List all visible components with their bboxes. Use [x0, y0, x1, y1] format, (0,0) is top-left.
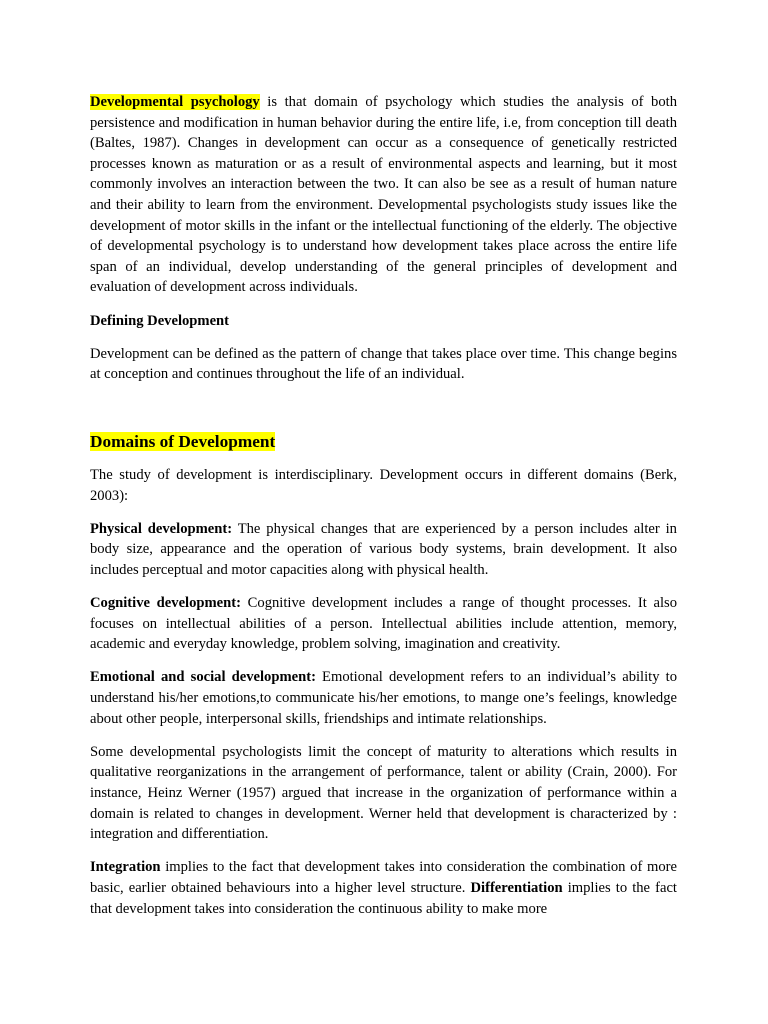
cognitive-development-paragraph [90, 593, 677, 655]
domains-heading-text: Domains of Development [90, 431, 276, 451]
intro-paragraph [90, 92, 677, 298]
physical-development-paragraph [90, 519, 677, 581]
emotional-development-label: Emotional and social development: [90, 669, 316, 686]
domains-heading [90, 431, 677, 453]
domains-intro-paragraph: The study of development is interdisciplinary. Development occurs in different domains (Berk, 2003): [90, 466, 677, 504]
physical-development-label: Physical development: [90, 520, 233, 537]
intro-paragraph-text: is that domain of psychology which studies the analysis of both persistence and modification in human behavior during the entire life, i.e, from conception till death (Baltes, 1987). Changes in development can occur as a consequence of genetically restricted processes known as maturation or as a result of environmental aspects and learning, but it most commonly involves an interaction between the two. It can also be see as a result of human nature and their ability to learn from the environment. Developmental psychologists study issues like the development of motor skills in the infant or the intellectual functioning of the elderly. The objective of developmental psychology is to understand how development takes place across the entire life span of an individual, develop understanding of the general principles of development and evaluation of development across individuals. [90, 94, 677, 296]
differentiation-label: Differentiation [470, 879, 563, 896]
maturity-paragraph: Some developmental psychologists limit the concept of maturity to alterations which results in qualitative reorganizations in the arrangement of performance, talent or ability (Crain, 2000). For instance, Heinz Werner (1957) argued that increase in the organization of performance within a domain is related to changes in development. Werner held that development is characterized by : integration and differentiation. [90, 743, 677, 843]
integration-text: implies to the fact that development takes into consideration the combination of more basic, earlier obtained behaviours into a higher level structure. [90, 859, 677, 896]
document-page [90, 92, 677, 932]
emotional-development-text: Emotional development refers to an individual’s ability to understand his/her emotions,to communicate his/her emotions, to mange one’s feelings, knowledge about other people, interpersonal skills, friendships and intimate relationships. [90, 669, 677, 727]
defining-development-paragraph: Development can be defined as the pattern of change that takes place over time. This change begins at conception and continues throughout the life of an individual. [90, 345, 677, 383]
highlighted-term: Developmental psychology [90, 94, 260, 110]
differentiation-text: implies to the fact that development takes into consideration the continuous ability to make more [90, 879, 677, 917]
integration-label: Integration [90, 859, 161, 876]
integration-paragraph [90, 857, 677, 919]
cognitive-development-label: Cognitive development: [90, 595, 241, 612]
emotional-development-paragraph [90, 667, 677, 729]
defining-development-heading: Defining Development [90, 312, 230, 329]
cognitive-development-text: Cognitive development includes a range of thought processes. It also focuses on intellectual abilities of a person. Intellectual abilities include attention, memory, academic and everyday knowledge, problem solving, imagination and creativity. [90, 595, 677, 653]
physical-development-text: The physical changes that are experienced by a person includes alter in body size, appearance and the operation of various body systems, brain development. It also includes perceptual and motor capacities along with physical health. [90, 520, 677, 578]
